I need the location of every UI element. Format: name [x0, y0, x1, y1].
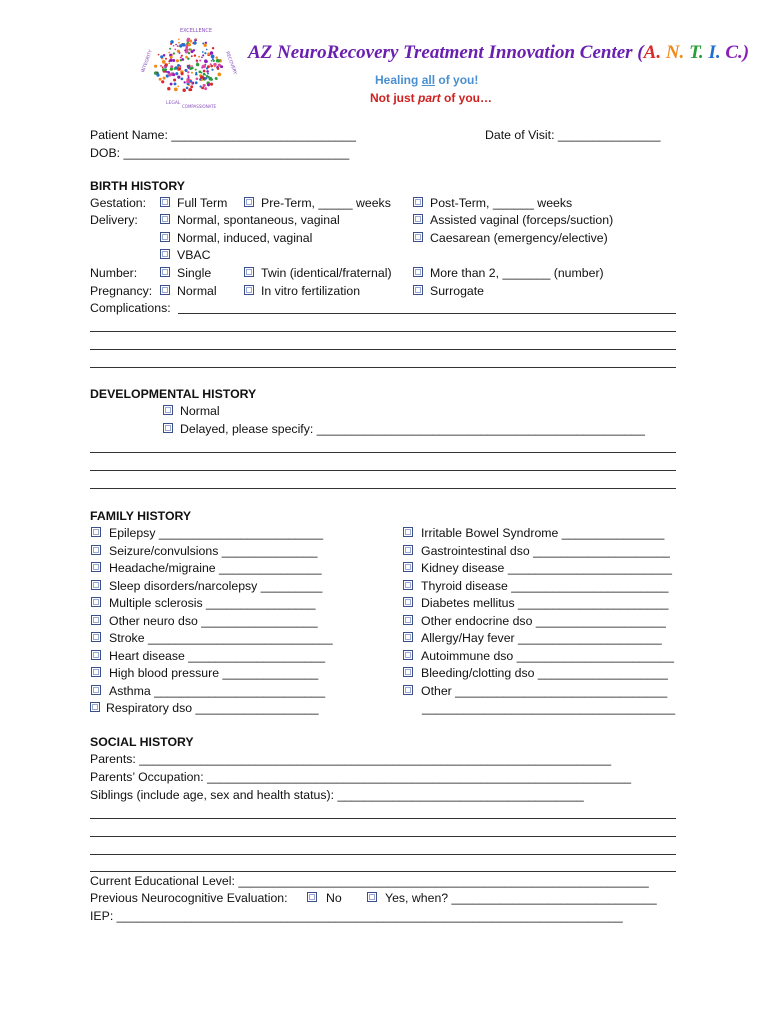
dob-field[interactable]: DOB: _________________________________ [90, 146, 350, 160]
title-close: ) [742, 42, 750, 63]
normal-induced-checkbox[interactable] [160, 232, 170, 242]
logo-dot [177, 86, 179, 88]
logo-dot [177, 75, 180, 78]
family-left-item[interactable]: Stroke ___________________________ [109, 631, 333, 645]
logo-dot [191, 65, 193, 67]
title-letter-i: I. [708, 42, 721, 63]
logo-dot [216, 78, 218, 80]
normal-pregnancy-label: Normal [177, 284, 217, 298]
logo-dot [207, 83, 210, 86]
family-left-item[interactable]: Sleep disorders/narcolepsy _________ [109, 578, 323, 593]
logo-dot [211, 79, 213, 81]
logo-text-left: INTEGRITY [141, 49, 154, 74]
logo-dot [193, 41, 197, 45]
family-right-item[interactable]: Irritable Bowel Syndrome _______________ [421, 526, 665, 540]
family-left-checkbox[interactable] [90, 702, 100, 712]
family-left-checkbox[interactable] [91, 545, 101, 555]
family-right-item[interactable]: Other endocrine dso ___________________ [421, 613, 666, 628]
family-right-item[interactable]: Allergy/Hay fever _____________________ [421, 631, 662, 645]
ivf-label: In vitro fertilization [261, 284, 361, 298]
logo-dot [168, 52, 170, 54]
title-letter-n: N. [665, 42, 685, 63]
logo-dot [185, 56, 188, 59]
education-level-field[interactable]: Current Educational Level: ____________________________________________________________ [90, 874, 649, 888]
logo-dot [174, 67, 177, 70]
logo-dot [172, 59, 175, 62]
logo-dot [217, 67, 220, 70]
logo-dot [190, 85, 193, 88]
family-right-checkbox[interactable] [403, 597, 413, 607]
logo-dot [163, 54, 166, 57]
more-than-2-label: More than 2, _______ (number) [430, 266, 604, 280]
logo-dot [203, 70, 206, 73]
dev-line-1[interactable] [90, 452, 676, 453]
tagline1-pre: Healing [375, 73, 422, 87]
normal-pregnancy-checkbox[interactable] [160, 285, 170, 295]
family-left-item[interactable]: Asthma _________________________ [109, 683, 326, 698]
logo-dot [184, 69, 186, 71]
logo-dot [181, 72, 184, 75]
title-main: AZ NeuroRecovery Treatment Innovation Center ( [248, 42, 644, 63]
parents-occupation-field[interactable]: Parents’ Occupation: ______________________________________________________________ [90, 770, 632, 784]
logo-dot [191, 72, 193, 74]
logo-dot [195, 38, 197, 40]
delivery-label: Delivery: [90, 213, 138, 227]
logo-dot [188, 88, 191, 91]
tagline2-pre: Not just [370, 91, 418, 105]
logo-dot [170, 40, 174, 44]
logo-dot [218, 60, 220, 62]
family-left-checkbox[interactable] [91, 615, 101, 625]
dev-line-3[interactable] [90, 488, 676, 489]
logo-dot [162, 60, 166, 64]
tagline-not-just-part [370, 91, 492, 106]
logo-dot [211, 69, 213, 71]
logo-dot [168, 62, 170, 64]
logo-dot [220, 65, 223, 68]
siblings-line-2[interactable] [90, 836, 676, 837]
gestation-label: Gestation: [90, 196, 147, 210]
family-right-item[interactable]: Diabetes mellitus ______________________ [421, 596, 669, 610]
family-other-extra-line[interactable]: _____________________________________ [422, 701, 676, 715]
patient-name-field[interactable]: Patient Name: ___________________________ [90, 128, 356, 142]
dev-normal-checkbox[interactable] [163, 405, 173, 415]
logo-dot [173, 52, 175, 54]
logo-text-bottom-left: LEGAL [166, 101, 181, 106]
logo-dot [180, 59, 182, 61]
number-label: Number: [90, 266, 138, 280]
logo-dot [181, 78, 184, 81]
logo-dot [190, 50, 193, 53]
family-right-checkbox[interactable] [403, 615, 413, 625]
logo-dot [214, 66, 216, 68]
full-term-checkbox[interactable] [160, 197, 170, 207]
logo-dot [159, 78, 162, 81]
family-history-heading: FAMILY HISTORY [90, 509, 192, 523]
logo-dot [187, 58, 189, 60]
logo-dot [212, 47, 214, 49]
complications-line-3[interactable] [90, 349, 676, 350]
complications-label: Complications: [90, 301, 171, 315]
logo-dot [194, 54, 196, 56]
family-right-checkbox[interactable] [403, 667, 413, 677]
logo-dot [210, 51, 214, 55]
logo-dot [210, 65, 213, 68]
siblings-line-1[interactable] [90, 818, 676, 819]
title-letter-c: C. [725, 42, 743, 63]
logo-dot [187, 71, 189, 73]
siblings-line-4[interactable] [90, 871, 676, 872]
family-left-item[interactable]: Seizure/convulsions ______________ [109, 543, 318, 558]
logo-dot [176, 59, 179, 62]
complications-line-1[interactable] [178, 313, 676, 314]
prev-eval-no-checkbox[interactable] [307, 892, 317, 902]
logo-dot [202, 64, 206, 68]
twin-label: Twin (identical/fraternal) [261, 266, 392, 280]
prev-eval-label: Previous Neurocognitive Evaluation: [90, 891, 288, 905]
logo-dot [186, 87, 189, 90]
logo-dot [170, 56, 173, 59]
logo-dot [178, 39, 180, 41]
family-left-item[interactable]: Epilepsy ________________________ [109, 526, 324, 540]
logo-dot [156, 71, 158, 73]
family-left-item[interactable]: Headache/migraine _______________ [109, 561, 322, 575]
logo-dot [169, 48, 171, 50]
family-right-item[interactable]: Bleeding/clotting dso ___________________ [421, 666, 668, 680]
logo-dot [170, 67, 173, 70]
logo-dot [204, 52, 206, 54]
logo-dot [207, 53, 210, 56]
prev-eval-yes-field[interactable]: Yes, when? ______________________________ [385, 891, 657, 905]
logo-dot [177, 50, 180, 53]
birth-history-heading: BIRTH HISTORY [90, 179, 185, 193]
logo-dot [199, 85, 201, 87]
normal-induced-label: Normal, induced, vaginal [177, 231, 313, 245]
family-left-item[interactable]: Respiratory dso __________________ [106, 701, 319, 715]
logo-dot [186, 80, 190, 84]
logo-dot [158, 54, 160, 56]
normal-spontaneous-label: Normal, spontaneous, vaginal [177, 213, 340, 227]
logo-dot [160, 65, 162, 67]
logo-dot [184, 50, 186, 52]
logo-dot [184, 81, 186, 83]
logo-dot [204, 44, 207, 47]
normal-spontaneous-checkbox[interactable] [160, 214, 170, 224]
logo-dot [191, 82, 193, 84]
tagline2-em: part [418, 91, 441, 105]
logo-dot [206, 49, 208, 51]
vbac-label: VBAC [177, 248, 211, 262]
tagline1-em: all [421, 73, 436, 87]
logo-dot [211, 55, 215, 59]
family-right-checkbox[interactable] [403, 562, 413, 572]
post-term-checkbox[interactable] [413, 197, 423, 207]
logo-dot [177, 45, 179, 47]
family-left-item[interactable]: Other neuro dso _________________ [109, 613, 318, 628]
logo-dot [202, 54, 204, 56]
logo-dot [212, 58, 214, 60]
logo-dot [195, 69, 197, 71]
date-of-visit-field[interactable]: Date of Visit: _______________ [485, 128, 661, 142]
dev-delayed-label[interactable]: Delayed, please specify: ________________________________________________ [180, 422, 645, 436]
family-right-checkbox[interactable] [403, 580, 413, 590]
family-right-checkbox[interactable] [403, 650, 413, 660]
logo-dot [163, 77, 166, 80]
logo-dot [182, 43, 186, 47]
logo-dot [199, 60, 201, 62]
family-left-checkbox[interactable] [91, 527, 101, 537]
tagline1-post: of you! [435, 73, 479, 87]
family-right-checkbox[interactable] [403, 632, 413, 642]
logo-dot [174, 88, 178, 92]
logo-dot [182, 89, 185, 92]
family-left-item[interactable]: Heart disease ____________________ [109, 648, 326, 663]
logo-dot [188, 76, 190, 78]
logo-dot [178, 66, 180, 68]
logo-dot [211, 60, 213, 62]
assisted-vaginal-checkbox[interactable] [413, 214, 423, 224]
surrogate-checkbox[interactable] [413, 285, 423, 295]
dev-delayed-checkbox[interactable] [163, 423, 173, 433]
logo-dot [204, 74, 206, 76]
family-left-checkbox[interactable] [91, 597, 101, 607]
logo-dot [196, 63, 199, 66]
tagline-healing [375, 73, 478, 88]
family-right-item[interactable]: Other _______________________________ [421, 683, 668, 698]
vbac-checkbox[interactable] [160, 249, 170, 259]
siblings-field[interactable]: Siblings (include age, sex and health status): ____________________________________ [90, 788, 584, 802]
siblings-line-3[interactable] [90, 854, 676, 855]
complications-line-4[interactable] [90, 367, 676, 368]
logo-dot [154, 65, 157, 68]
logo-dot [160, 55, 163, 58]
logo-dot [175, 44, 177, 46]
caesarean-label: Caesarean (emergency/elective) [430, 231, 608, 245]
caesarean-checkbox[interactable] [413, 232, 423, 242]
logo-dot [200, 72, 202, 74]
logo-dot [165, 58, 167, 60]
logo-dot [181, 55, 183, 57]
family-left-item[interactable]: High blood pressure ______________ [109, 666, 319, 680]
family-left-item[interactable]: Multiple sclerosis ________________ [109, 596, 316, 610]
logo-dot [201, 75, 204, 78]
family-right-item[interactable]: Kidney disease ________________________ [421, 561, 672, 575]
twin-checkbox[interactable] [244, 267, 254, 277]
family-right-item[interactable]: Thyroid disease _______________________ [421, 578, 669, 593]
single-checkbox[interactable] [160, 267, 170, 277]
logo-dot [188, 43, 191, 46]
brain-logo [138, 22, 238, 112]
family-left-checkbox[interactable] [91, 685, 101, 695]
logo-dot [196, 61, 198, 63]
social-history-heading: SOCIAL HISTORY [90, 735, 194, 749]
logo-dot [188, 52, 190, 54]
family-right-checkbox[interactable] [403, 545, 413, 555]
logo-dot [188, 64, 190, 66]
logo-dot [178, 42, 180, 44]
logo-dot [171, 54, 173, 56]
iep-field[interactable]: IEP: __________________________________________________________________________ [90, 909, 623, 923]
logo-dot [175, 72, 178, 75]
pre-term-checkbox[interactable] [244, 197, 254, 207]
logo-dot [169, 59, 172, 62]
ivf-checkbox[interactable] [244, 285, 254, 295]
full-term-label: Full Term [177, 196, 228, 210]
logo-dot [170, 83, 173, 86]
family-left-checkbox[interactable] [91, 580, 101, 590]
logo-dot [189, 40, 192, 43]
complications-line-2[interactable] [90, 331, 676, 332]
logo-dot [206, 70, 209, 73]
pre-term-label: Pre-Term, _____ weeks [261, 196, 391, 210]
logo-dot [207, 65, 210, 68]
logo-dot [173, 45, 175, 47]
logo-dot [180, 56, 182, 58]
logo-dot [161, 80, 164, 83]
post-term-label: Post-Term, ______ weeks [430, 196, 573, 210]
logo-dot [172, 73, 175, 76]
logo-dot [195, 81, 198, 84]
tagline2-post: of you… [440, 91, 492, 105]
logo-dot [217, 73, 221, 77]
center-title [248, 42, 749, 64]
logo-dot [156, 74, 159, 77]
logo-dot [207, 76, 209, 78]
single-label: Single [177, 266, 212, 280]
title-letter-t: T. [689, 42, 704, 63]
family-right-checkbox[interactable] [403, 527, 413, 537]
family-right-checkbox[interactable] [403, 685, 413, 695]
logo-text-right: RECOVERY [224, 50, 238, 76]
surrogate-label: Surrogate [430, 284, 485, 298]
family-left-checkbox[interactable] [91, 562, 101, 572]
title-letter-a: A. [643, 42, 662, 63]
logo-dot [189, 67, 192, 70]
logo-dot [174, 49, 176, 51]
logo-dot [215, 56, 218, 59]
dev-normal-label: Normal [180, 404, 220, 418]
logo-dot [210, 83, 213, 86]
logo-dot [196, 77, 199, 80]
logo-dot [173, 78, 176, 81]
logo-dot [204, 87, 207, 90]
family-right-item[interactable]: Autoimmune dso _______________________ [421, 648, 674, 663]
logo-dot [202, 51, 204, 53]
logo-dot [201, 56, 203, 58]
logo-dot [204, 59, 208, 63]
logo-dot [198, 56, 200, 58]
prev-eval-no-label: No [326, 891, 342, 905]
dev-line-2[interactable] [90, 470, 676, 471]
logo-text-bottom: COMPASSIONATE [182, 104, 217, 109]
logo-dot [207, 73, 209, 75]
logo-dot [199, 78, 201, 80]
pregnancy-label: Pregnancy: [90, 284, 153, 298]
logo-dot [162, 68, 165, 71]
assisted-vaginal-label: Assisted vaginal (forceps/suction) [430, 213, 614, 227]
logo-dot [162, 66, 164, 68]
logo-dot [189, 48, 191, 50]
logo-text-top: EXCELLENCE [180, 28, 212, 34]
more-than-2-checkbox[interactable] [413, 267, 423, 277]
parents-field[interactable]: Parents: _____________________________________________________________________ [90, 752, 612, 766]
family-left-checkbox[interactable] [91, 632, 101, 642]
family-left-checkbox[interactable] [91, 650, 101, 660]
logo-dot [203, 84, 206, 87]
logo-dot [179, 44, 182, 47]
logo-dot [215, 64, 217, 66]
family-right-item[interactable]: Gastrointestinal dso ____________________ [421, 543, 670, 558]
logo-dot [168, 73, 171, 76]
logo-dot [191, 55, 193, 57]
developmental-history-heading: DEVELOPMENTAL HISTORY [90, 387, 257, 401]
logo-dot [167, 87, 170, 90]
logo-dot [165, 63, 168, 66]
logo-dot [195, 72, 197, 74]
logo-dot [174, 82, 177, 85]
family-left-checkbox[interactable] [91, 667, 101, 677]
prev-eval-yes-checkbox[interactable] [367, 892, 377, 902]
